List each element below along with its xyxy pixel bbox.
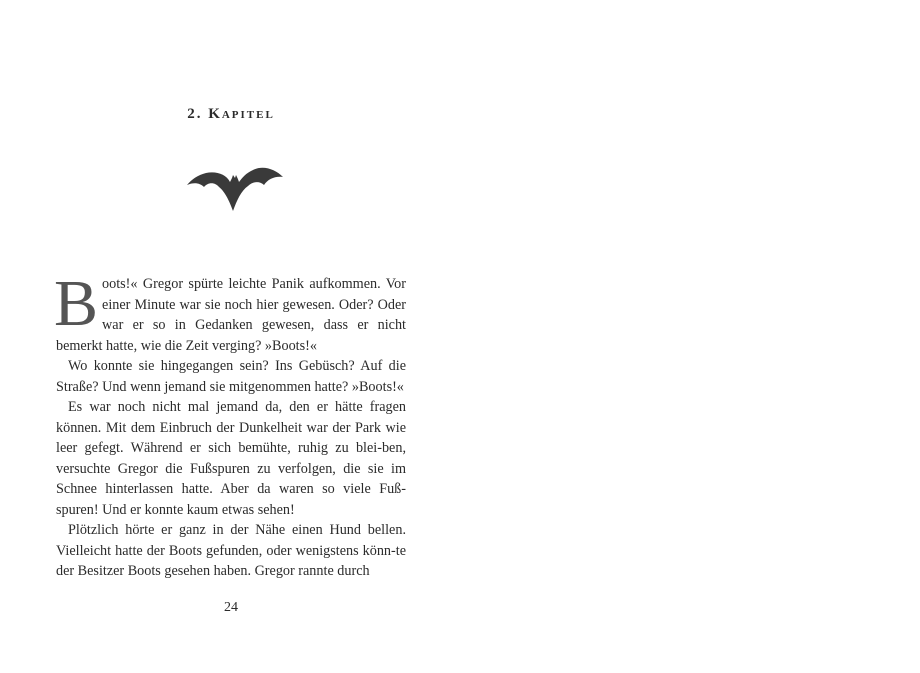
- paragraph: [54, 267, 406, 356]
- paragraph: Es war noch nicht mal jemand da, den er hätte fragen können. Mit dem Einbruch der Dunkelheit war der Park wie leer gefegt. Während er sich bemühte, ruhig zu blei-ben, versuchte Gregor die Fußspuren zu verfolgen, die sie im Schnee hinterlassen hatte. Aber da waren so viele Fuß-spuren! Und er konnte kaum etwas sehen!: [56, 399, 406, 518]
- bat-icon: [186, 160, 284, 216]
- paragraph: Plötzlich hörte er ganz in der Nähe einen Hund bellen. Vielleicht hatte der Boots gefunden, oder wenigstens könn-te der Besitzer Boots gesehen haben. Gregor rannte durch: [56, 522, 406, 579]
- page-number-left: 24: [224, 600, 238, 615]
- paragraph: Wo konnte sie hingegangen sein? Ins Gebüsch? Auf die Straße? Und wenn jemand sie mitgenommen hatte? »Boots!«: [56, 358, 406, 395]
- drop-cap: B: [54, 267, 99, 340]
- paragraph-text: oots!« Gregor spürte leichte Panik aufkommen. Vor einer Minute war sie noch hier gewesen. Oder? Oder war er so in Gedanken gewesen, dass er nicht bemerkt hatte, wie die Zeit verging? »Boots!«: [56, 276, 406, 354]
- chapter-heading: 2. Kapitel: [187, 106, 275, 122]
- left-page-text: [54, 267, 406, 582]
- right-page: [460, 0, 920, 673]
